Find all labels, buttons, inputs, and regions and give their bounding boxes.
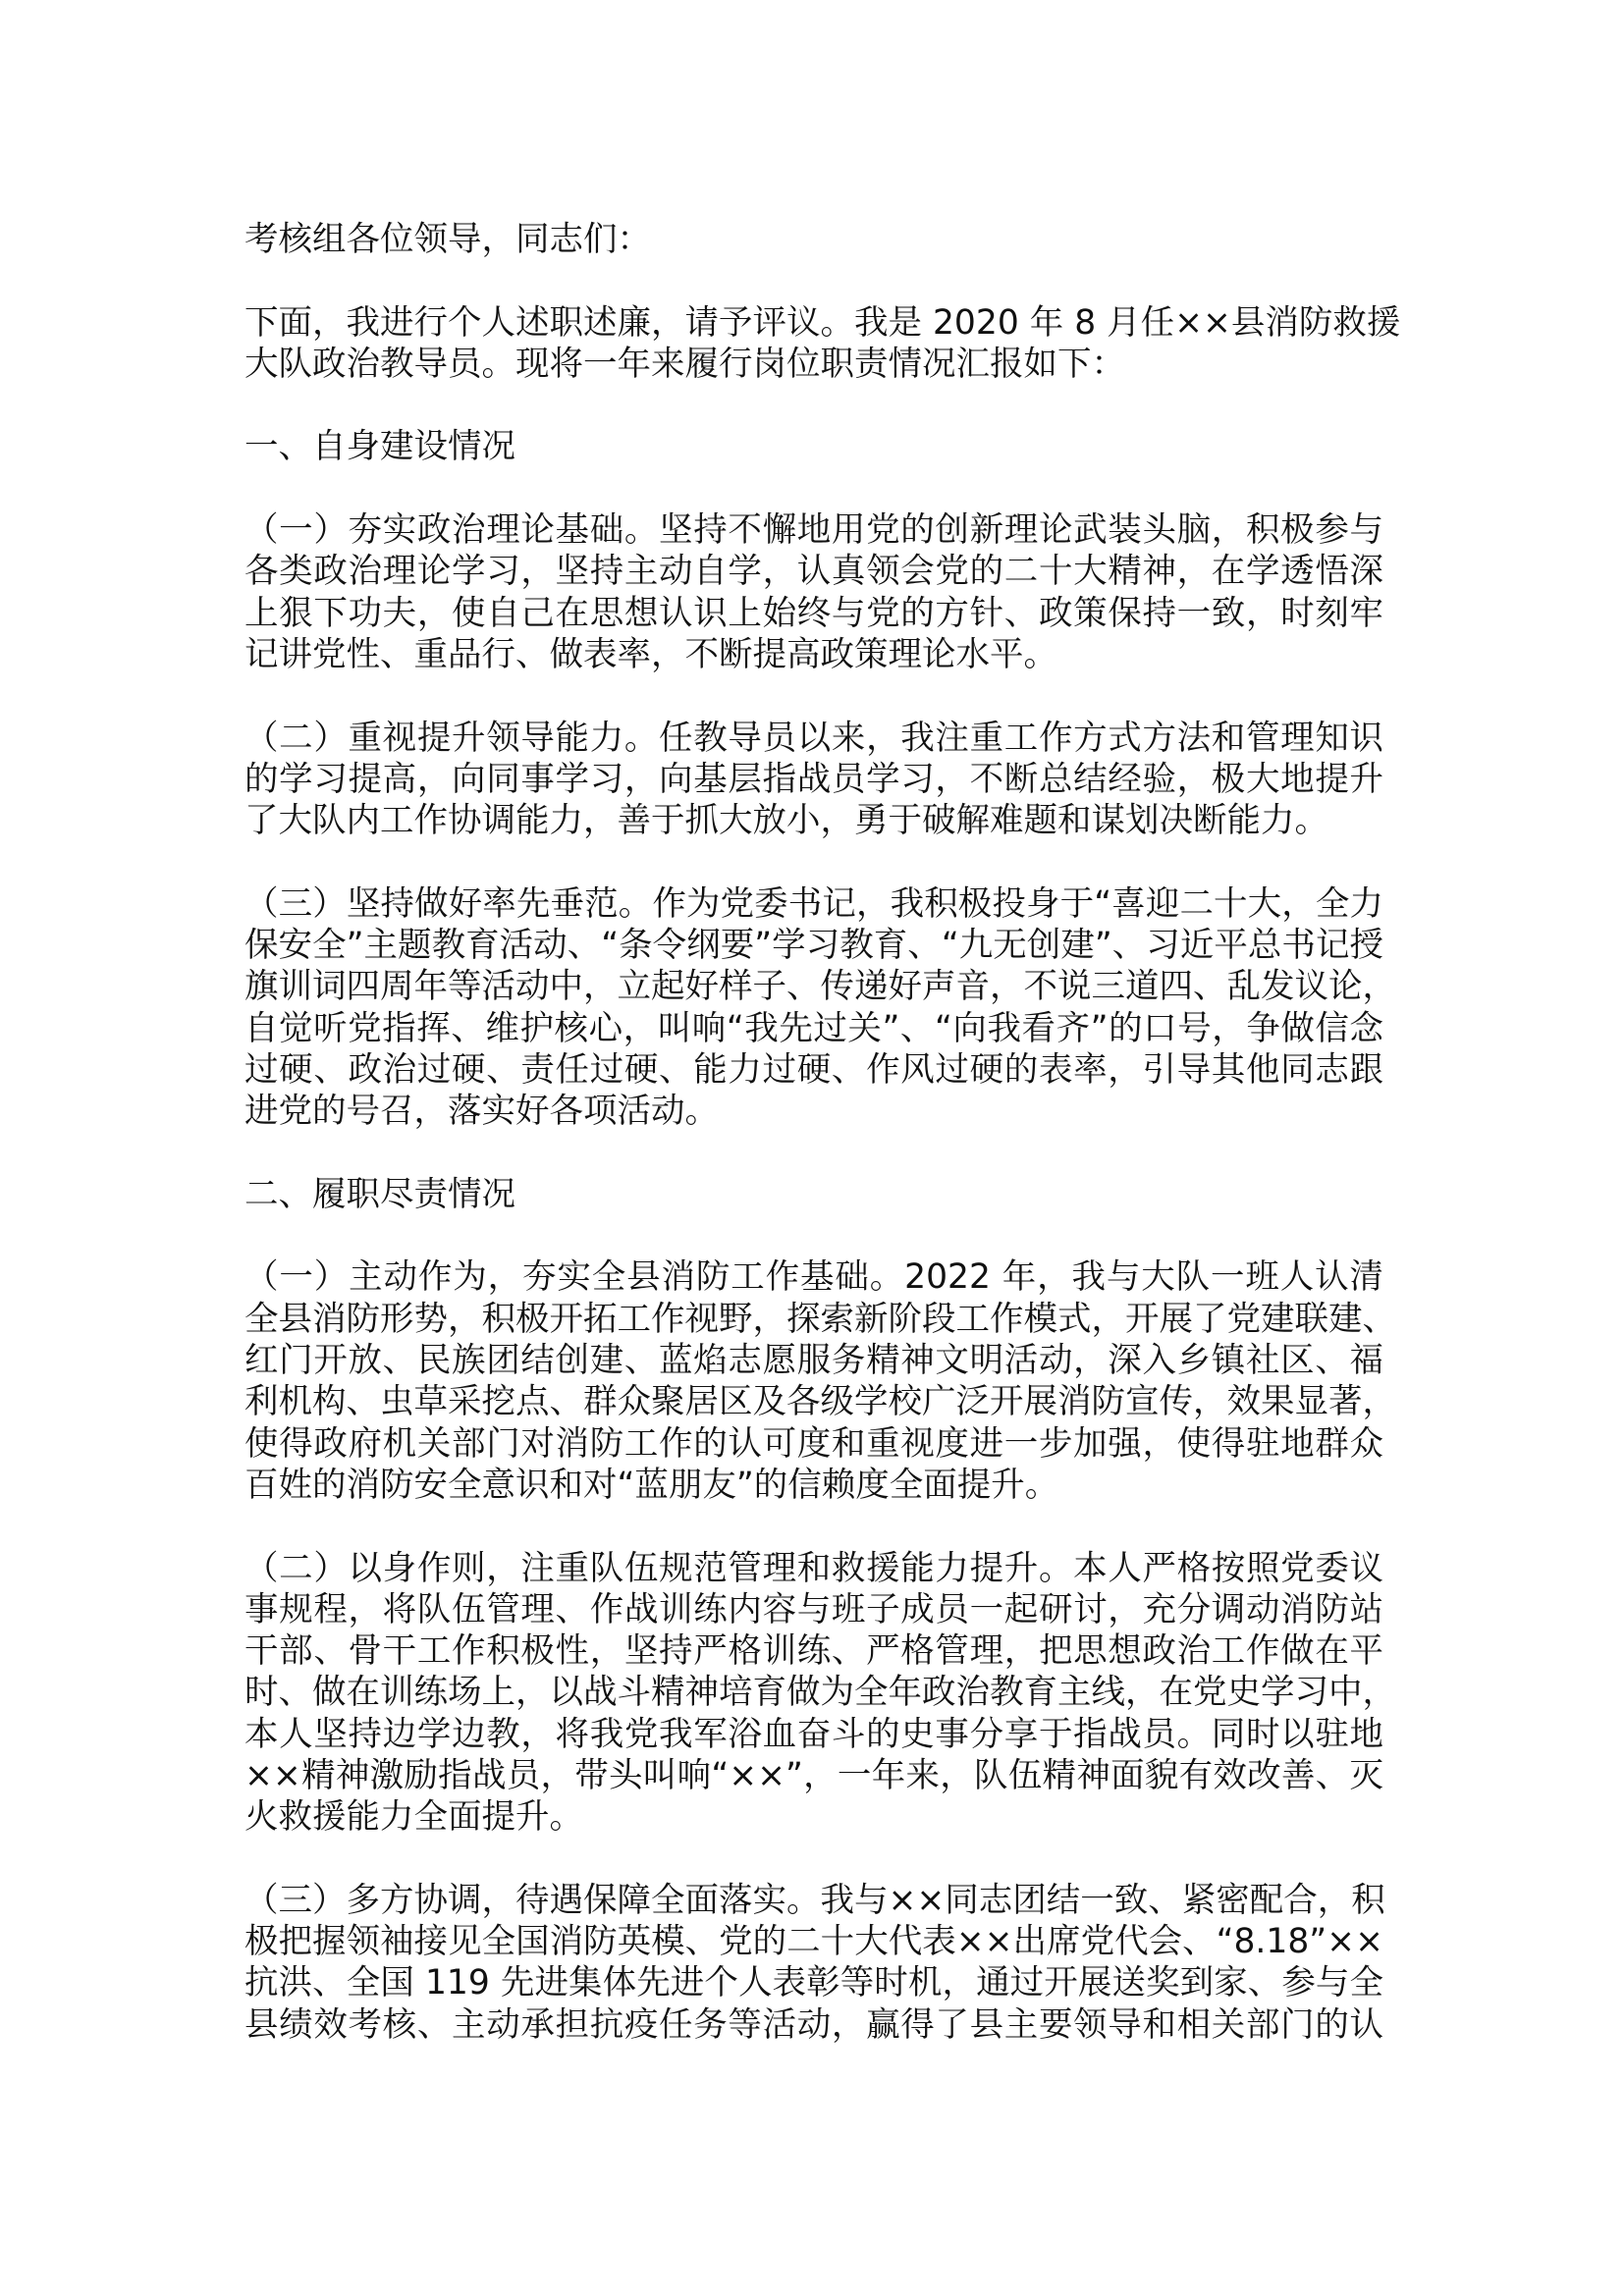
text-line: 旗训词四周年等活动中，立起好样子、传递好声音，不说三道四、乱发议论， [244,967,1396,1007]
text-line: 二、履职尽责情况 [244,1174,515,1214]
text-line: 一、自身建设情况 [244,427,515,467]
text-line: 极把握领袖接见全国消防英模、党的二十大代表××出席党代会、“8.18”×× [244,1922,1383,1962]
text-line: ××精神激励指战员，带头叫响“××”，一年来，队伍精神面貌有效改善、灭 [244,1755,1383,1795]
text-line: 红门开放、民族团结创建、蓝焰志愿服务精神文明活动，深入乡镇社区、福 [244,1341,1383,1381]
text-line: 的学习提高，向同事学习，向基层指战员学习，不断总结经验，极大地提升 [244,759,1383,799]
paragraph [244,718,1383,842]
paragraph [244,1256,1396,1506]
text-line: （二）以身作则，注重队伍规范管理和救援能力提升。本人严格按照党委议 [244,1548,1383,1588]
text-line: 事规程，将队伍管理、作战训练内容与班子成员一起研讨，充分调动消防站 [244,1589,1383,1629]
text-line: 考核组各位领导，同志们： [244,220,651,259]
text-line: （一）夯实政治理论基础。坚持不懈地用党的创新理论武装头脑，积极参与 [244,510,1383,551]
paragraph [244,509,1383,675]
text-line: 火救援能力全面提升。 [244,1797,583,1838]
text-line: 自觉听党指挥、维护核心，叫响“我先过关”、“向我看齐”的口号，争做信念 [244,1008,1383,1048]
text-line: 利机构、虫草采挖点、群众聚居区及各级学校广泛开展消防宣传，效果显著， [244,1382,1396,1422]
text-line: 县绩效考核、主动承担抗疫任务等活动，赢得了县主要领导和相关部门的认 [244,2004,1383,2045]
paragraph [244,1880,1383,2046]
text-line: （一）主动作为，夯实全县消防工作基础。2022 年，我与大队一班人认清 [244,1257,1383,1298]
paragraph [244,883,1396,1133]
document-body [244,219,1401,2087]
text-line: （二）重视提升领导能力。任教导员以来，我注重工作方式方法和管理知识 [244,718,1383,758]
text-line: 全县消防形势，积极开拓工作视野，探索新阶段工作模式，开展了党建联建、 [244,1299,1396,1339]
text-line: 保安全”主题教育活动、“条令纲要”学习教育、“九无创建”、习近平总书记授 [244,926,1383,966]
text-line: （三）多方协调，待遇保障全面落实。我与××同志团结一致、紧密配合，积 [244,1880,1385,1920]
text-line: 本人坚持边学边教，将我党我军浴血奋斗的史事分享于指战员。同时以驻地 [244,1714,1383,1754]
text-line: （三）坚持做好率先垂范。作为党委书记，我积极投身于“喜迎二十大，全力 [244,883,1383,924]
paragraph [244,219,1383,260]
text-line: 过硬、政治过硬、责任过硬、能力过硬、作风过硬的表率，引导其他同志跟 [244,1049,1383,1090]
text-line: 进党的号召，落实好各项活动。 [244,1092,719,1132]
text-line: 了大队内工作协调能力，善于抓大放小，勇于破解难题和谋划决断能力。 [244,801,1328,841]
text-line: 大队政治教导员。现将一年来履行岗位职责情况汇报如下： [244,344,1125,384]
paragraph [244,302,1401,386]
text-line: 抗洪、全国 119 先进集体先进个人表彰等时机，通过开展送奖到家、参与全 [244,1963,1383,2003]
text-line: 干部、骨干工作积极性，坚持严格训练、严格管理，把思想政治工作做在平 [244,1631,1383,1672]
paragraph [244,1174,1383,1215]
paragraph [244,1548,1396,1839]
text-line: 上狠下功夫，使自己在思想认识上始终与党的方针、政策保持一致，时刻牢 [244,593,1383,633]
text-line: 下面，我进行个人述职述廉，请予评议。我是 2020 年 8 月任××县消防救援 [244,302,1401,343]
paragraph [244,426,1383,467]
text-line: 记讲党性、重品行、做表率，不断提高政策理论水平。 [244,634,1057,674]
text-line: 百姓的消防安全意识和对“蓝朋友”的信赖度全面提升。 [244,1465,1059,1505]
text-line: 各类政治理论学习，坚持主动自学，认真领会党的二十大精神，在学透悟深 [244,552,1383,592]
text-line: 时、做在训练场上，以战斗精神培育做为全年政治教育主线，在党史学习中， [244,1673,1396,1713]
text-line: 使得政府机关部门对消防工作的认可度和重视度进一步加强，使得驻地群众 [244,1423,1383,1464]
